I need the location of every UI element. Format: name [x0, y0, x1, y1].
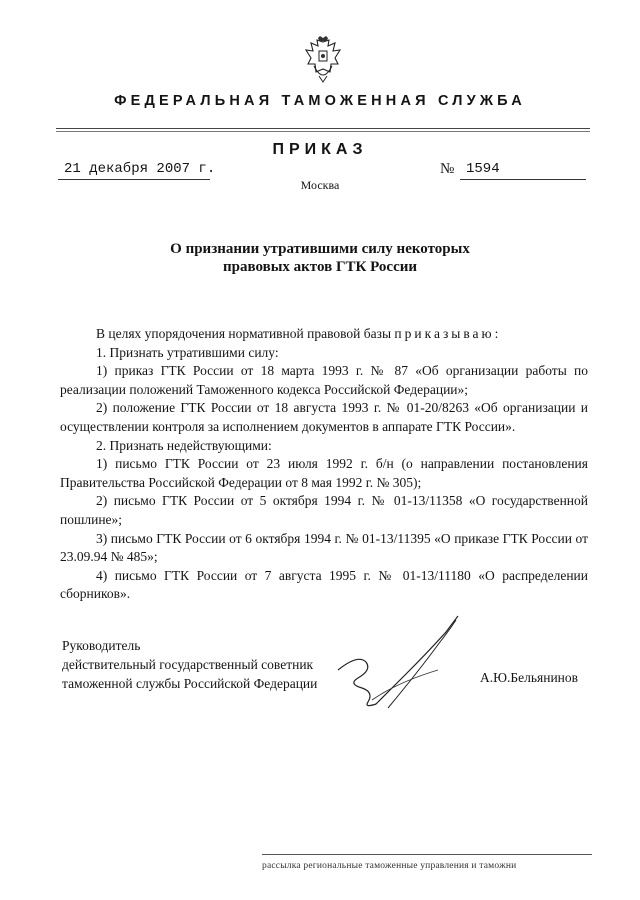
number-sign: № — [440, 161, 455, 177]
intro-paragraph — [60, 325, 588, 344]
signer-position: Руководитель — [62, 638, 141, 653]
agency-name: ФЕДЕРАЛЬНАЯ ТАМОЖЕННАЯ СЛУЖБА — [114, 93, 526, 109]
item-2-1: 1) письмо ГТК России от 23 июля 1992 г. б/н (о направлении постановления Правительства Российской Федерации от 8 мая 1992 г. № 305); — [60, 456, 588, 490]
document-body — [60, 325, 588, 604]
document-title — [120, 240, 520, 276]
item-1: 1. Признать утратившими силу: — [96, 344, 279, 360]
document-type: ПРИКАЗ — [272, 141, 368, 158]
item-2-2: 2) письмо ГТК России от 5 октября 1994 г. № 01-13/11358 «О государственной пошлине»; — [60, 493, 588, 527]
state-emblem-icon — [302, 36, 344, 86]
header-divider — [56, 128, 590, 129]
signer-name: А.Ю.Бельянинов — [480, 670, 579, 685]
item-2: 2. Признать недействующими: — [96, 437, 272, 453]
signer-rank-2: таможенной службы Российской Федерации — [62, 676, 318, 691]
document-number: 1594 — [466, 161, 500, 177]
title-line-2: правовых актов ГТК России — [222, 259, 418, 275]
footer-divider — [262, 854, 592, 855]
signer-block — [62, 636, 317, 693]
item-2-4: 4) письмо ГТК России от 7 августа 1995 г. № 01-13/11180 «О распределении сборников». — [60, 567, 588, 602]
item-2-3: 3) письмо ГТК России от 6 октября 1994 г. № 01-13/11395 «О приказе ГТК России от 23.09.94 № 485»; — [60, 530, 588, 565]
signer-rank-1: действительный государственный советник — [62, 657, 314, 672]
intro-order-word: приказываю: — [394, 326, 502, 341]
header-divider-thin — [56, 131, 590, 132]
intro-text: В целях упорядочения нормативной правовой базы — [96, 326, 392, 341]
item-1-1: 1) приказ ГТК России от 18 марта 1993 г. № 87 «Об организации работы по реализации положений Таможенного кодекса Российской Федерации»; — [60, 363, 588, 397]
distribution-note: рассылка региональные таможенные управления и таможни — [262, 861, 517, 871]
document-city: Москва — [300, 178, 340, 192]
item-1-2: 2) положение ГТК России от 18 августа 1993 г. № 01-20/8263 «Об организации и осуществлении контроля за исполнением документов в аппарате ГТК России». — [60, 400, 588, 434]
handwritten-signature — [328, 612, 478, 722]
document-date: 21 декабря 2007 г. — [64, 161, 216, 177]
title-line-1: О признании утратившими силу некоторых — [170, 241, 470, 257]
